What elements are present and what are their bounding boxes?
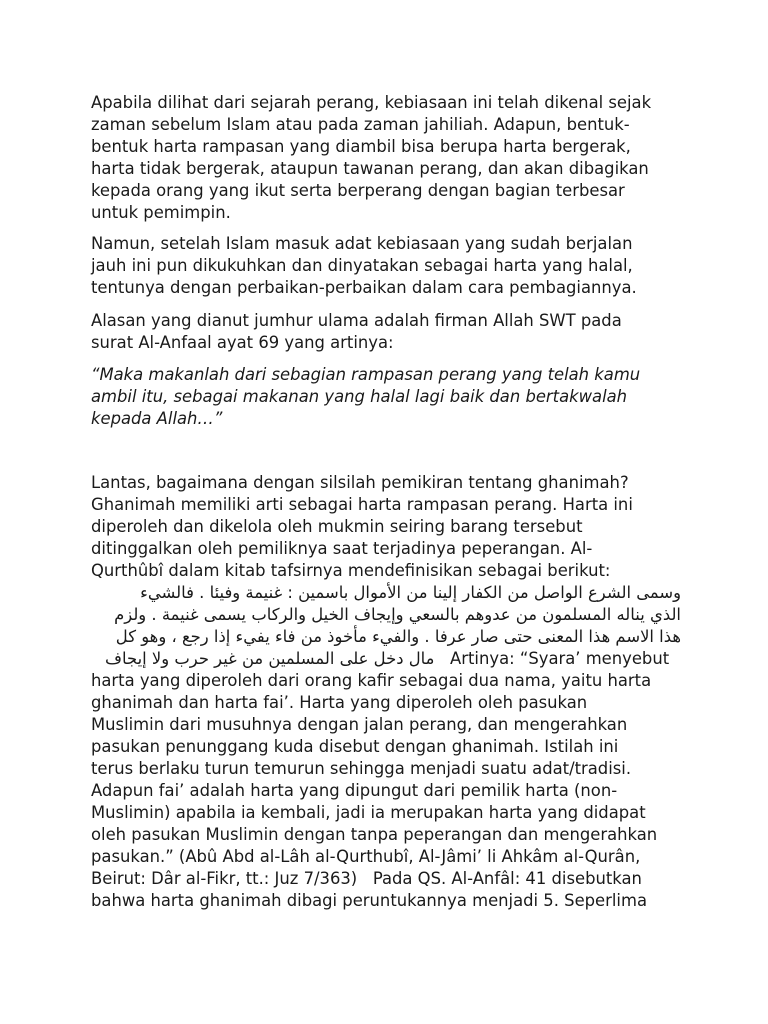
text-line: Qurthûbî dalam kitab tafsirnya mendefinisikan sebagai berikut:	[91, 561, 611, 580]
text-line: Alasan yang dianut jumhur ulama adalah firman Allah SWT pada	[91, 311, 622, 330]
text-line: terus berlaku turun temurun sehingga menjadi suatu adat/tradisi.	[91, 759, 632, 778]
quote-block	[91, 364, 681, 430]
arabic-line: وسمى الشرع الواصل من الكفار إلينا من الأموال باسمين : غنيمة وفيئا . فالشيء	[140, 583, 681, 602]
text-line: Ghanimah memiliki arti sebagai harta rampasan perang. Harta ini	[91, 495, 633, 514]
text-line: Beirut: Dâr al-Fikr, tt.: Juz 7/363) Pada QS. Al-Anfâl: 41 disebutkan	[91, 869, 642, 888]
text-line: tentunya dengan perbaikan-perbaikan dalam cara pembagiannya.	[91, 278, 637, 297]
mixed-line	[91, 648, 681, 670]
text-line: jauh ini pun dikukuhkan dan dinyatakan sebagai harta yang halal,	[91, 256, 633, 275]
text-line: harta yang diperoleh dari orang kafir sebagai dua nama, yaitu harta	[91, 671, 652, 690]
paragraph-islam	[91, 233, 681, 299]
arabic-tail: مال دخل على المسلمين من غير حرب ولا إيجاف	[105, 649, 435, 668]
text-line: Muslimin) apabila ia kembali, jadi ia merupakan harta yang didapat	[91, 803, 646, 822]
text-line: harta tidak bergerak, ataupun tawanan perang, dan akan dibagikan	[91, 159, 649, 178]
paragraph-ghanimah	[91, 472, 681, 912]
arabic-line: هذا الاسم هذا المعنى حتى صار عرفا . والفيء مأخوذ من فاء يفيء إذا رجع ، وهو كل	[115, 627, 681, 646]
text-line: Adapun fai’ adalah harta yang dipungut dari pemilik harta (non-	[91, 781, 618, 800]
artinya-start: Artinya: “Syara’ menyebut	[434, 649, 670, 668]
text-line: untuk pemimpin.	[91, 203, 231, 222]
text-line: surat Al-Anfaal ayat 69 yang artinya:	[91, 333, 394, 352]
text-line: Muslimin dari musuhnya dengan jalan perang, dan mengerahkan	[91, 715, 628, 734]
text-line: pasukan.” (Abû Abd al-Lâh al-Qurthubî, Al-Jâmi’ li Ahkâm al-Qurân,	[91, 847, 641, 866]
text-line: bentuk harta rampasan yang diambil bisa berupa harta bergerak,	[91, 137, 631, 156]
text-line: bahwa harta ghanimah dibagi peruntukannya menjadi 5. Seperlima	[91, 891, 647, 910]
text-line: zaman sebelum Islam atau pada zaman jahiliah. Adapun, bentuk-	[91, 115, 630, 134]
quote-line: “Maka makanlah dari sebagian rampasan perang yang telah kamu	[91, 365, 641, 384]
text-line: pasukan penunggang kuda disebut dengan ghanimah. Istilah ini	[91, 737, 619, 756]
quote-line: kepada Allah…”	[91, 409, 223, 428]
text-line: kepada orang yang ikut serta berperang dengan bagian terbesar	[91, 181, 625, 200]
text-line: Namun, setelah Islam masuk adat kebiasaan yang sudah berjalan	[91, 234, 633, 253]
arabic-line: الذي يناله المسلمون من عدوهم بالسعي وإيجاف الخيل والركاب يسمى غنيمة . ولزم	[114, 605, 681, 624]
text-line: Lantas, bagaimana dengan silsilah pemikiran tentang ghanimah?	[91, 473, 629, 492]
text-line: ghanimah dan harta fai’. Harta yang diperoleh oleh pasukan	[91, 693, 588, 712]
paragraph-reason	[91, 310, 681, 354]
quote-line: ambil itu, sebagai makanan yang halal lagi baik dan bertakwalah	[91, 387, 628, 406]
paragraph-history	[91, 92, 681, 224]
text-line: diperoleh dan dikelola oleh mukmin seiring barang tersebut	[91, 517, 583, 536]
text-line: oleh pasukan Muslimin dengan tanpa peperangan dan mengerahkan	[91, 825, 658, 844]
text-line: ditinggalkan oleh pemiliknya saat terjadinya peperangan. Al-	[91, 539, 593, 558]
text-line: Apabila dilihat dari sejarah perang, kebiasaan ini telah dikenal sejak	[91, 93, 652, 112]
